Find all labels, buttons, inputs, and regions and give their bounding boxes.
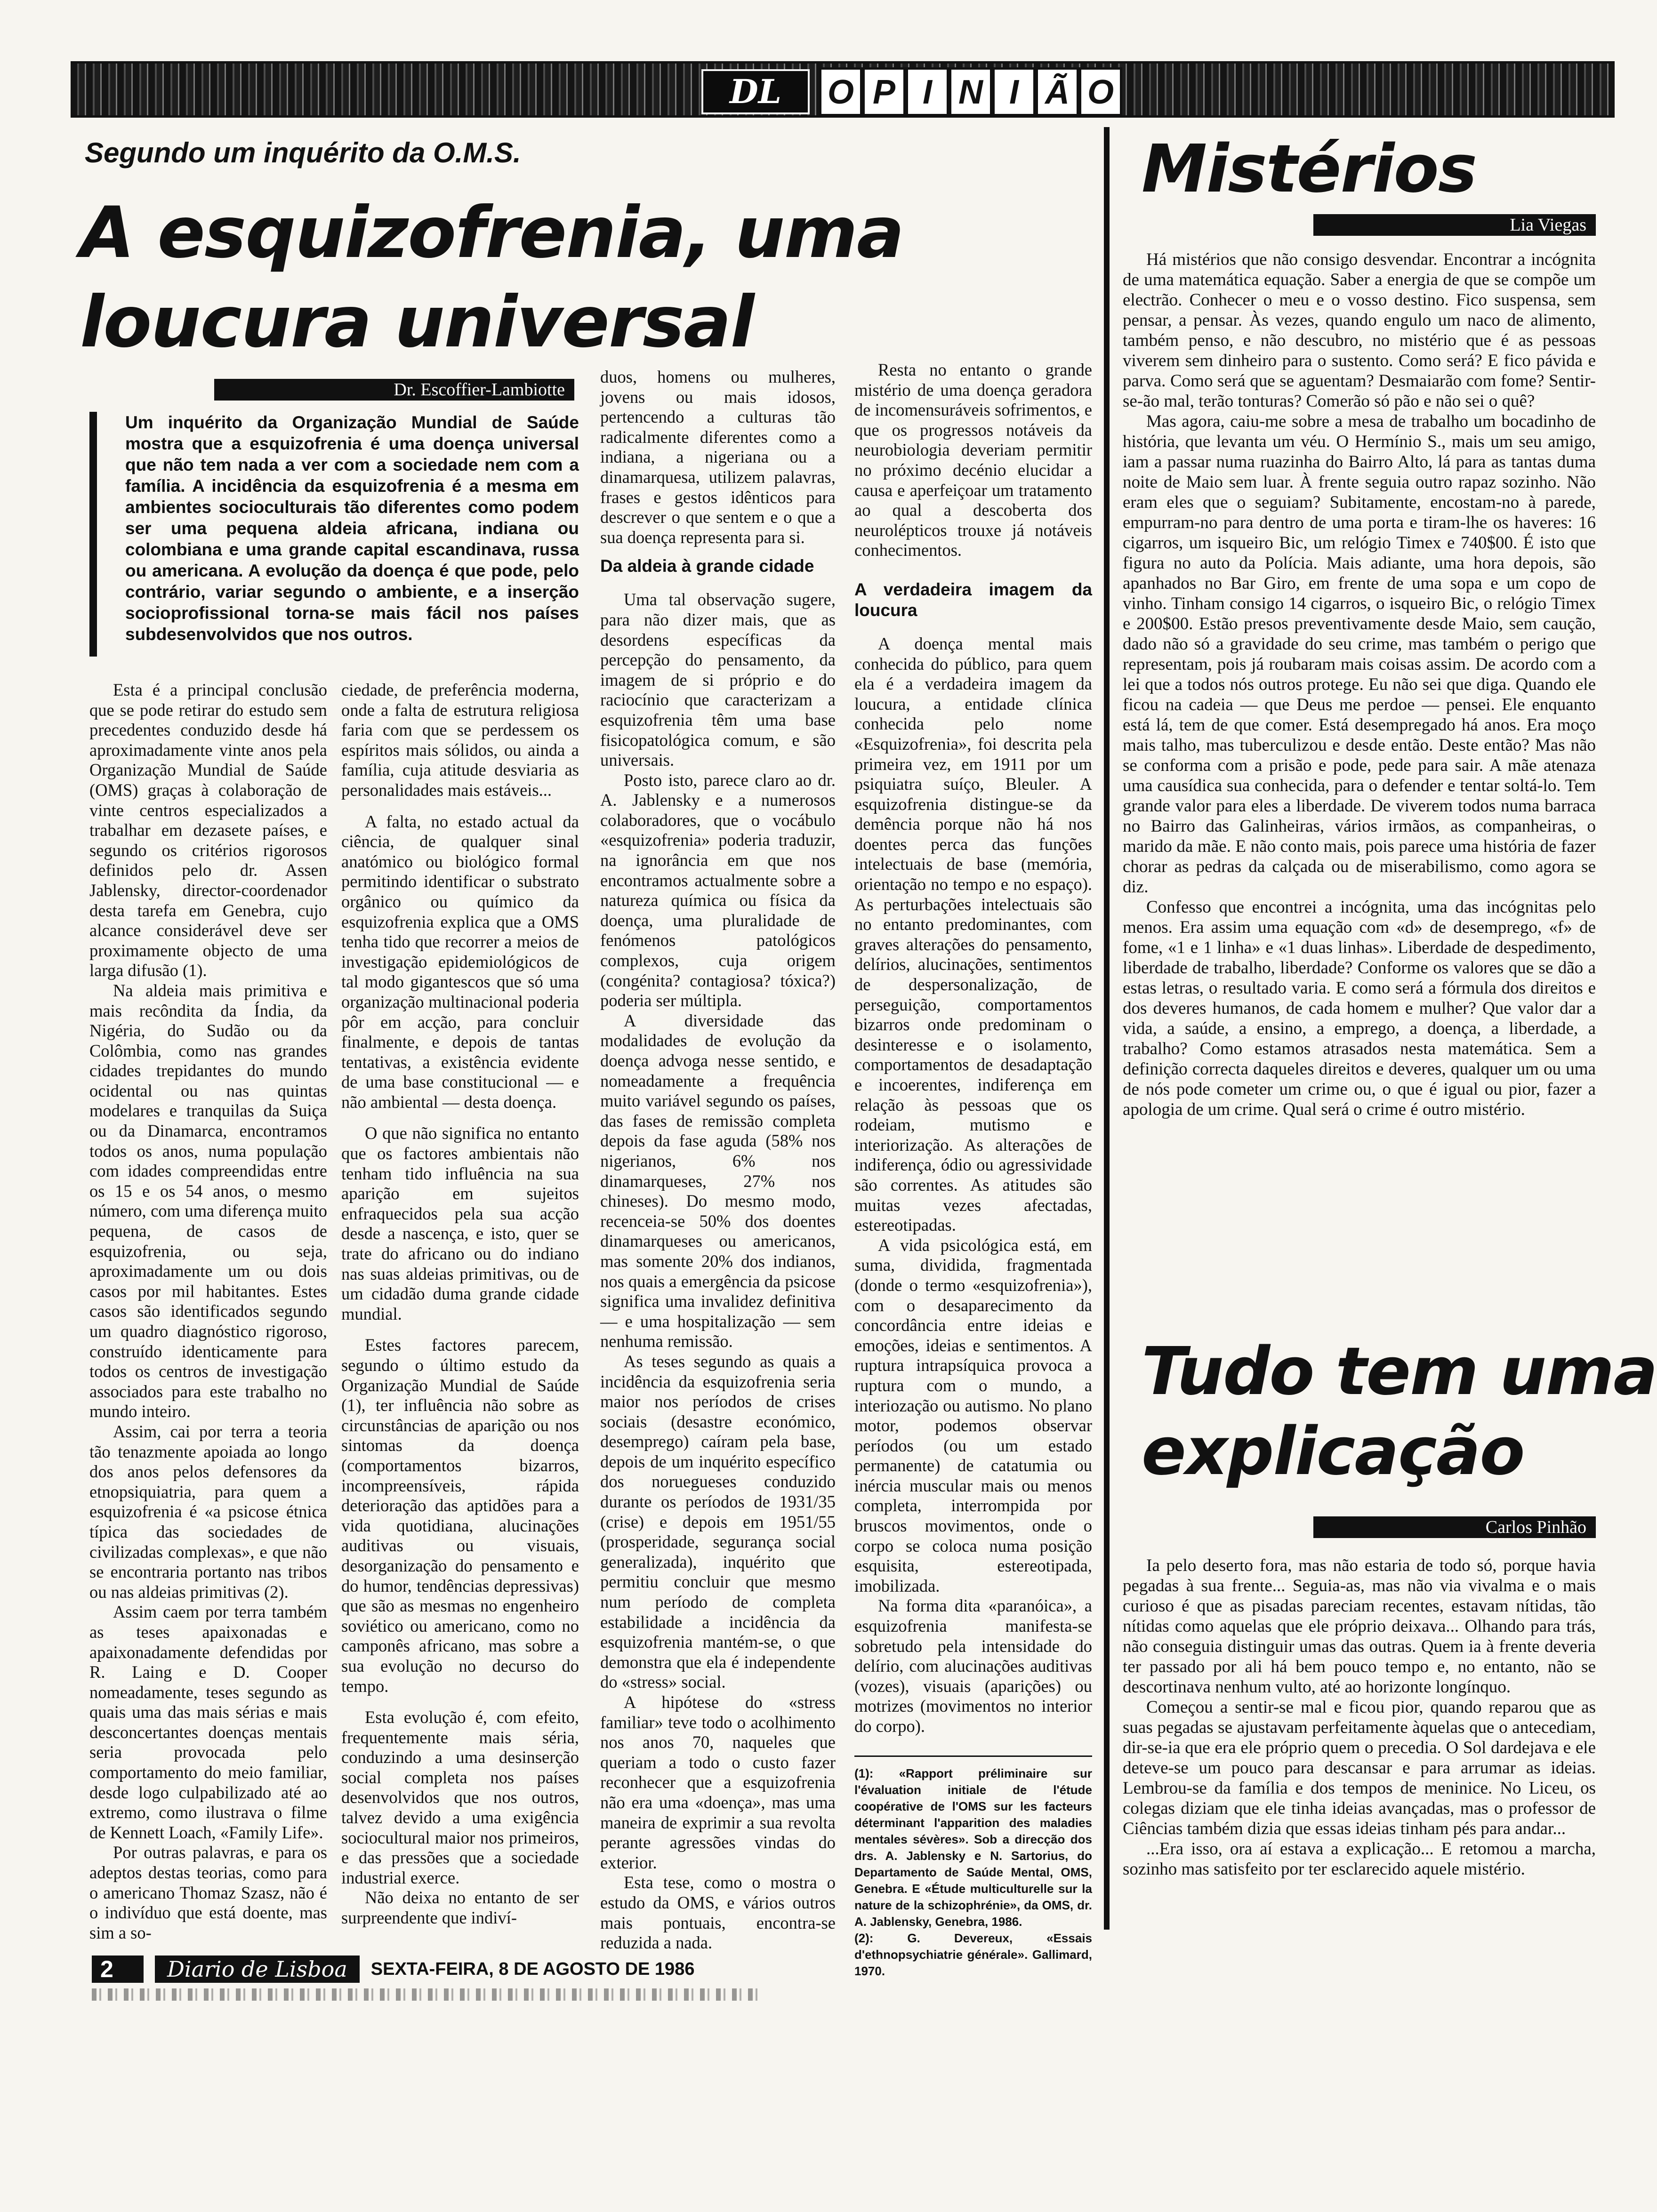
paragraph: Esta é a principal conclusão que se pode retirar do estudo sem precedentes conduzido desde há aproximadamente vinte anos pela Organização Mundial de Saúde (OMS) graças à colaboração de vinte centros especializados a trabalhar em dezasete países, e segundo os critérios rigorosos definidos pelo dr. Assen Jablensky, director-coordenador desta tarefa em Genebra, cujo alcance considerável deve ser proximamente objecto de uma larga difusão (1). bbox=[89, 680, 327, 980]
section-letter: Ã bbox=[1036, 67, 1079, 116]
article-column-3 bbox=[600, 367, 836, 1953]
article-column-2 bbox=[341, 680, 579, 1932]
paragraph: Assim caem por terra também as teses apaixonadas e apaixonadamente defendidas por R. Laing e D. Cooper nomeadamente, teses segundo as quais uma das mais sérias e mais desconcertantes doenças mentais seria provocada pelo comportamento do meio familiar, desde logo culpabilizado até ao extremo, como ilustrava o filme de Kennett Loach, «Family Life». bbox=[89, 1602, 327, 1842]
paragraph: Não deixa no entanto de ser surpreendente que indiví- bbox=[341, 1888, 579, 1928]
paragraph: A vida psicológica está, em suma, dividida, fragmentada (donde o termo «esquizofrenia»), com o desaparecimento da concordância entre ideias e emoções, ideias e sentimentos. A ruptura intrapsíquica provoca a ruptura com o mundo, a interiozação ou autismo. No plano motor, podemos observar períodos (ou um estado permanente) de catatumia ou inércia muscular mais ou menos completa, interrompida por bruscos movimentos, onde o corpo se coloca numa posição esquisita, estereotipada, imobilizada. bbox=[854, 1235, 1092, 1595]
paragraph: Posto isto, parece claro ao dr. A. Jablensky e a numerosos colaboradores, que o vocábulo «esquizofrenia» poderia traduzir, na ignorância em que nos encontramos actualmente sobre a natureza química ou física da doença, uma pluralidade de fenómenos patológicos complexos, cuja origem (congénita? contagiosa? tóxica?) poderia ser múltipla. bbox=[600, 770, 836, 1010]
newspaper-logo: DL bbox=[701, 69, 810, 114]
article-column-1 bbox=[89, 680, 327, 1942]
print-artifact bbox=[92, 1988, 760, 2001]
paragraph: Resta no entanto o grande mistério de uma doença geradora de incomensuráveis sofrimentos, e que os progressos notáveis da neurobiologia deveriam permitir no próximo decénio elucidar a causa e aperfeiçoar um tratamento ao qual a descoberta dos neurolépticos trouxe já notáveis conhecimentos. bbox=[854, 360, 1092, 560]
paragraph: As teses segundo as quais a incidência da esquizofrenia seria maior nos períodos de crises sociais (desastre económico, desemprego) caíram pela base, depois de um inquérito específico dos noruegueses conduzido durante os períodos de 1931/35 (crise) e depois em 1951/55 (prosperidade, segurança social generalizada), inquérito que permitiu concluir que mesmo num período de completa estabilidade a incidência da esquizofrenia mantém-se, o que demonstra que ela é independente do «stress» social. bbox=[600, 1351, 836, 1692]
headline-line: A esquizofrenia, uma bbox=[80, 192, 904, 274]
paragraph: duos, homens ou mulheres, jovens ou mais idosos, pertencendo a culturas tão radicalmente diferentes como a indiana, a nigeriana ou a dinamarquesa, utilizem palavras, frases e gestos idênticos para descrever o que sentem e o que a sua doença representa para si. bbox=[600, 367, 836, 547]
section-letter: P bbox=[862, 67, 906, 116]
section-letter: I bbox=[992, 67, 1036, 116]
article-byline: Carlos Pinhão bbox=[1313, 1516, 1596, 1538]
article-lead: Um inquérito da Organização Mundial de Saúde mostra que a esquizofrenia é uma doença universal que não tem nada a ver com a sociedade nem com a família. A incidência da esquizofrenia é a mesma em ambientes socioculturais tão diferentes como podem ser uma pequena aldeia africana, indiana ou colombiana e uma grande capital escandinava, russa ou americana. A evolução da doença é que pode, pelo contrário, variar segundo o ambiente, e a inserção socioprofissional torna-se mais fácil nos países subdesenvolvidos que nos outros. bbox=[89, 412, 579, 657]
page-footer bbox=[92, 1956, 694, 1983]
publication-date: SEXTA-FEIRA, 8 DE AGOSTO DE 1986 bbox=[370, 1959, 695, 1979]
section-masthead bbox=[71, 61, 1615, 118]
section-title-opiniao bbox=[819, 67, 1122, 116]
paragraph: Na aldeia mais primitiva e mais recôndita da Índia, da Nigéria, do Sudão ou da Colômbia, como nas grandes cidades trepidantes do mundo ocidental ou nas quintas modelares e tranquilas da Suiça ou da Dinamarca, encontramos todos os anos, numa população com idades compreendidas entre os 15 e os 54 anos, o mesmo número, com uma diferença muito pequena, de casos de esquizofrenia, ou seja, aproximadamente um ou dois casos por mil habitantes. Estes casos são identificados segundo um quadro diagnóstico rigoroso, construído identicamente para todos os centros de investigação associados para este trabalho no mundo inteiro. bbox=[89, 980, 327, 1421]
paragraph: O que não significa no entanto que os factores ambientais não tenham tido influência na sua aparição em sujeitos enfraquecidos pela sua acção desde a nascença, e isto, quer se trate do africano ou do indiano nas suas aldeias primitivas, ou de um cidadão duma grande cidade mundial. bbox=[341, 1123, 579, 1323]
paragraph: ...Era isso, ora aí estava a explicação... E retomou a marcha, sozinho mas satisfeito por ter esclarecido aquele mistério. bbox=[1123, 1839, 1596, 1879]
paragraph: A doença mental mais conhecida do público, para quem ela é a verdadeira imagem da loucura, a entidade clínica conhecida pelo nome «Esquizofrenia», foi descrita pela primeira vez, em 1911 por um psiquiatra suíço, Bleuler. A esquizofrenia distingue-se da demência porque não há nos doentes perca das funções intelectuais de base (memória, orientação no tempo e no espaço). As perturbações intelectuais são no entanto predominantes, com graves alterações do pensamento, delírios, alucinações, sentimentos de despersonalização, de perseguição, comportamentos bizarros onde predominam o desinteresse e o isolamento, comportamentos de desadaptação e incoerentes, indiferença em relação às pessoas que os rodeiam, mutismo e interiorização. As alterações de indiferença, ódio ou agressividade são correntes. As atitudes são muitas vezes afectadas, estereotipadas. bbox=[854, 633, 1092, 1235]
paragraph: A hipótese do «stress familiar» teve todo o acolhimento nos anos 70, naqueles que queriam a todo o custo fazer reconhecer que a esquizofrenia não era uma «doença», mas uma maneira de exprimir a sua revolta perante agressões vindas do exterior. bbox=[600, 1692, 836, 1872]
paragraph: ciedade, de preferência moderna, onde a falta de estrutura religiosa faria com que se perdessem os espíritos mais sólidos, ou ainda a família, cuja atitude desviaria as personalidades mais estáveis... bbox=[341, 680, 579, 800]
paragraph: Mas agora, caiu-me sobre a mesa de trabalho um bocadinho de história, que levanta um véu. O Hermínio S., mais um seu amigo, iam a passar numa ruazinha do Bairro Alto, lá para as tantas duma noite de Maio sem luar. À frente seguia outro rapaz sozinho. Não eram eles que o seguiam? Subitamente, encostam-no à parede, empurram-no para dentro de uma porta e tiram-lhe os haveres: 16 cigarros, um isqueiro Bic, um relógio Timex e 740$00. É isto que figura no auto da Polícia. Mais adiante, uma hora depois, são apanhados no Bar Giro, em frente de uma sopa e um copo de vinho. Tinham consigo 14 cigarros, o isqueiro Bic, o relógio Timex e 200$00. Estão presos preventivamente desde Maio, sem caução, dado não só a gravidade do seu crime, mas também o perigo que representam, pois já roubaram mais coisas assim. De acordo com a lei que a todos nós outros protege. Eu não sei que diga. Quando ele ficou na cadeia — que Deus me perdoe — pensei. Ele enquanto está lá, tem de que comer. Está desempregado há anos. Era moço mais talho, mas tuberculizou e desde então. Deste então? Mas não se conforma com a prisão e pode, pede para sair. A mãe atenaza uma causídica sua conhecida, para o defender e tentar soltá-lo. Tem grande valor para eles a liberdade. De viverem todos numa barraca no Bairro das Galinheiras, vários irmãos, as companheiras, o marido da mãe. E não conto mais, pois parece uma história de fazer chorar as pedras da calçada ou de miserabilismo, como agora se diz. bbox=[1123, 412, 1596, 897]
headline-line: loucura universal bbox=[80, 281, 754, 363]
article-kicker: Segundo um inquérito da O.M.S. bbox=[85, 137, 521, 168]
paragraph: A diversidade das modalidades de evolução da doença advoga nesse sentido, e nomeadamente a frequência muito variável segundo os países, das fases de remissão completa depois da fase aguda (58% nos nigerianos, 6% nos dinamarqueses, 27% nos chineses). Do mesmo modo, recenceia-se 50% dos doentes dinamarqueses ou americanos, mas somente 20% dos indianos, nos quais a emergência da psicose significa uma invalidez definitiva — e uma hospitalização — sem nenhuma remissão. bbox=[600, 1010, 836, 1351]
paragraph: Esta evolução é, com efeito, frequentemente mais séria, conduzindo a uma desinserção social completa nos países desenvolvidos que nos outros, talvez devido a uma exigência sociocultural maior nos primeiros, e das pressões que a sociedade industrial exerce. bbox=[341, 1707, 579, 1887]
footnotes bbox=[854, 1755, 1092, 1980]
paragraph: Na forma dita «paranóica», a esquizofrenia manifesta-se sobretudo pela intensidade do delírio, com alucinações auditivas (vozes), visuais (aparições) ou motrizes (movimentos no interior do corpo). bbox=[854, 1596, 1092, 1736]
paragraph: Começou a sentir-se mal e ficou pior, quando reparou que as suas pegadas se ajustavam perfeitamente àquelas que o antecediam, dir-se-ia que era ele próprio quem o precedia. O Sol dardejava e ele deteve-se um pouco para descansar e para arrumar as ideias. Lembrou-se da família e dos tempos de meninice. No Liceu, os colegas diziam que ele tinha ideias avançadas, mas o professor de Ciências também dizia que essas ideias tinham pés para andar... bbox=[1123, 1698, 1596, 1838]
article-headline bbox=[80, 188, 1045, 367]
section-letter: O bbox=[1079, 67, 1122, 116]
article-column-4 bbox=[854, 360, 1092, 1978]
footnote: (1): «Rapport préliminaire sur l'évaluation initiale de l'étude coopérative de l'OMS sur les facteurs déterminant l'apparition des maladies mentales sévères». Sob a direcção dos drs. A. Jablensky e N. Sartorius, do Departamento de Saúde Mental, OMS, Genebra. E «Étude multiculturelle sur la nature de la schizophrénie», da OMS, dr. A. Jablensky, Genebra, 1986. bbox=[854, 1766, 1092, 1929]
paragraph: Uma tal observação sugere, para não dizer mais, que as desordens específicas da percepção do pensamento, da imagem de si próprio e do raciocínio que caracterizam a esquizofrenia têm uma base fisicopatológica comum, e são universais. bbox=[600, 590, 836, 770]
subheading: A verdadeira imagem da loucura bbox=[854, 579, 1092, 620]
article-body-misterios bbox=[1123, 249, 1596, 1322]
paragraph: Esta tese, como o mostra o estudo da OMS, e vários outros mais pontuais, encontra-se reduzida a nada. bbox=[600, 1873, 836, 1953]
paragraph: Confesso que encontrei a incógnita, uma das incógnitas pelo menos. Era assim uma equação com «d» de desemprego, «f» de fome, «1 e 1 linha» e «1 duas linhas». Liberdade de despedimento, liberdade de trabalho, liberdade? Conforme os valores que se dão a estas letras, o resultado varia. E como será a fórmula dos direitos e dos deveres humanos, de cada homem e mulher? Que valor dar a vida, a saúde, a ensino, a emprego, a doença, a liberdade, a trabalho? Como estamos atrasados nesta matemática. Sem a definição correcta daqueles direitos e deveres, qualquer um ou uma de nós pode cometer um crime ou, o que é igual ou pior, fazer a apologia de um crime. Qual será o crime é outro mistério. bbox=[1123, 898, 1596, 1119]
paragraph: A falta, no estado actual da ciência, de qualquer sinal anatómico ou biológico formal permitindo identificar o substrato orgânico ou químico da esquizofrenia explica que a OMS tenha tido que recorrer a meios de investigação epidemiológicos de tal modo gigantescos que só uma organização multinacional poderia pôr em acção, para concluir finalmente, e depois de tantas tentativas, a existência evidente de uma base constitucional — e não ambiental — desta doença. bbox=[341, 811, 579, 1112]
paragraph: Assim, cai por terra a teoria tão tenazmente apoiada ao longo dos anos pelos defensores da etnopsiquiatria, para quem a esquizofrenia é «a psicose étnica típica das sociedades de civilizadas complexas», e que não se encontraria portanto nas tribos ou nas aldeias primitivas (2). bbox=[89, 1421, 327, 1602]
article-title-misterios: Mistérios bbox=[1142, 131, 1477, 208]
article-byline: Lia Viegas bbox=[1313, 214, 1596, 236]
subheading: Da aldeia à grande cidade bbox=[600, 556, 814, 576]
article-byline: Dr. Escoffier-Lambiotte bbox=[214, 379, 574, 401]
paragraph: Há mistérios que não consigo desvendar. Encontrar a incógnita de uma matemática equação. Saber a energia de que se compõe um electrão. Conhecer o meu e o vosso destino. Fico suspensa, sem pensar, a pensar. Às vezes, quando engulo um naco de alimento, também penso, e não descubro, no mistério que é as pessoas viverem sem dinheiro para o sustento. Como será? E fico pávida e parva. Como será que se aguentam? Desmaiarão com fome? Sentir-se-ão mal, terão tonturas? Comerão só pão e não sei o quê? bbox=[1123, 250, 1596, 411]
headline-line: Tudo tem uma bbox=[1142, 1333, 1657, 1410]
column-divider bbox=[1104, 127, 1110, 1930]
section-letter: I bbox=[906, 67, 949, 116]
article-title-tudo bbox=[1142, 1332, 1657, 1492]
paragraph: Estes factores parecem, segundo o último estudo da Organização Mundial de Saúde (1), ter influência não sobre as circunstâncias de aparição ou nos sintomas da doença (comportamentos bizarros, incompreensíveis, rápida deterioração das aptidões para a vida quotidiana, alucinações auditivas ou visuais, desorganização do pensamento e do humor, tendências depressivas) que são as mesmas no engenheiro soviético ou americano, como no camponês africano, mas sobre a sua evolução no decurso do tempo. bbox=[341, 1335, 579, 1696]
page-number: 2 bbox=[92, 1956, 144, 1983]
article-body-tudo bbox=[1123, 1555, 1596, 1932]
headline-line: explicação bbox=[1142, 1413, 1524, 1490]
section-letter: O bbox=[819, 67, 862, 116]
footnote: (2): G. Devereux, «Essais d'ethnopsychiatrie générale». Gallimard, 1970. bbox=[854, 1931, 1092, 1978]
section-letter: N bbox=[949, 67, 992, 116]
paragraph: Por outras palavras, e para os adeptos destas teorias, como para o americano Thomaz Szasz, não é o indivíduo que está doente, mas sim a so- bbox=[89, 1843, 327, 1942]
paragraph: Ia pelo deserto fora, mas não estaria de todo só, porque havia pegadas à sua frente... Seguia-as, mas não via vivalma e o mais curioso é que as pisadas pareciam recentes, estavam nítidas, tão nítidas como aquelas que ele próprio deixava... Olhando para trás, não conseguia distinguir umas das outras. Quem ia à frente deveria ter passado por ali há bem pouco tempo e, no entanto, não se descortinava nenhum vulto, até ao horizonte longínquo. bbox=[1123, 1556, 1596, 1697]
newspaper-name: Diario de Lisboa bbox=[155, 1956, 360, 1983]
